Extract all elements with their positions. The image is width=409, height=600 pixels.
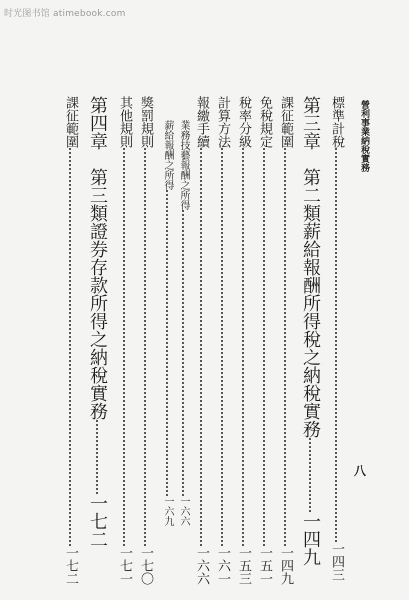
toc-entry-page: 一七一	[117, 546, 132, 585]
toc-entry-title: 報繳手續	[194, 96, 209, 148]
toc-entry-title: 免稅規定	[257, 96, 272, 148]
toc-entry-title: 薪給報酬之所得	[162, 120, 173, 190]
toc-entry-page: 一四三	[329, 542, 344, 581]
dot-leader	[335, 148, 337, 542]
dot-leader	[200, 148, 202, 546]
toc-entry-penalty-rules	[139, 96, 152, 585]
toc-entry-salary-income	[162, 120, 172, 526]
toc-entry-page: 一六九	[162, 496, 173, 526]
toc-entry-title: 稅率分級	[236, 96, 251, 148]
dot-leader	[96, 420, 98, 494]
dot-leader	[166, 190, 168, 496]
dot-leader	[182, 210, 184, 496]
toc-entry-title: 業務技藝報酬之所得	[178, 120, 189, 210]
toc-entry-page: 一六六	[194, 546, 209, 585]
dot-leader	[263, 148, 265, 546]
toc-entry-title: 課征範圍	[63, 96, 78, 148]
dot-leader	[144, 148, 146, 546]
toc-entry-title: 第三章 第二類薪給報酬所得稅之納稅實務	[300, 96, 321, 438]
dot-leader	[309, 438, 311, 512]
toc-entry-page: 一六六	[178, 496, 189, 526]
toc-entry-scope-2	[64, 96, 77, 585]
toc-entry-title: 標準計稅	[329, 96, 344, 148]
toc-entry-page: 一五一	[257, 546, 272, 585]
toc-entry-standard-tax	[330, 96, 343, 581]
dot-leader	[123, 148, 125, 546]
toc-entry-title: 獎罰規則	[138, 96, 153, 148]
toc-entry-page: 一七二	[63, 546, 78, 585]
toc-entry-title: 其他規則	[117, 96, 132, 148]
toc-entry-title: 第四章 第三類證券存款所得之納稅實務	[87, 96, 108, 420]
dot-leader	[242, 148, 244, 546]
toc-entry-filing-procedure	[195, 96, 208, 585]
toc-entry-page: 一四九	[278, 546, 293, 585]
toc-entry-page: 一六一	[215, 546, 230, 585]
toc-entry-chapter-3	[301, 96, 319, 566]
toc-entry-tax-brackets	[237, 96, 250, 585]
toc-entry-chapter-4	[88, 96, 106, 548]
toc-entry-title: 計算方法	[215, 96, 230, 148]
dot-leader	[69, 148, 71, 546]
toc-entry-exemption	[258, 96, 271, 585]
toc-entry-calculation	[216, 96, 229, 585]
dot-leader	[221, 148, 223, 546]
toc-entry-page: 一七二	[87, 494, 108, 548]
toc-entry-other-rules	[118, 96, 131, 585]
toc-entry-page: 一五三	[236, 546, 251, 585]
toc-entry-professional-income	[178, 120, 188, 526]
dot-leader	[284, 148, 286, 546]
running-head: 營利事業納稅實務	[359, 100, 369, 172]
watermark-text: 时光图书馆 atimebook.com	[4, 9, 126, 19]
toc-entry-page: 一七〇	[138, 546, 153, 585]
page-number: 八	[354, 464, 367, 478]
toc-entry-scope	[279, 96, 292, 585]
toc-entry-page: 一四九	[300, 512, 321, 566]
toc-entry-title: 課征範圍	[278, 96, 293, 148]
